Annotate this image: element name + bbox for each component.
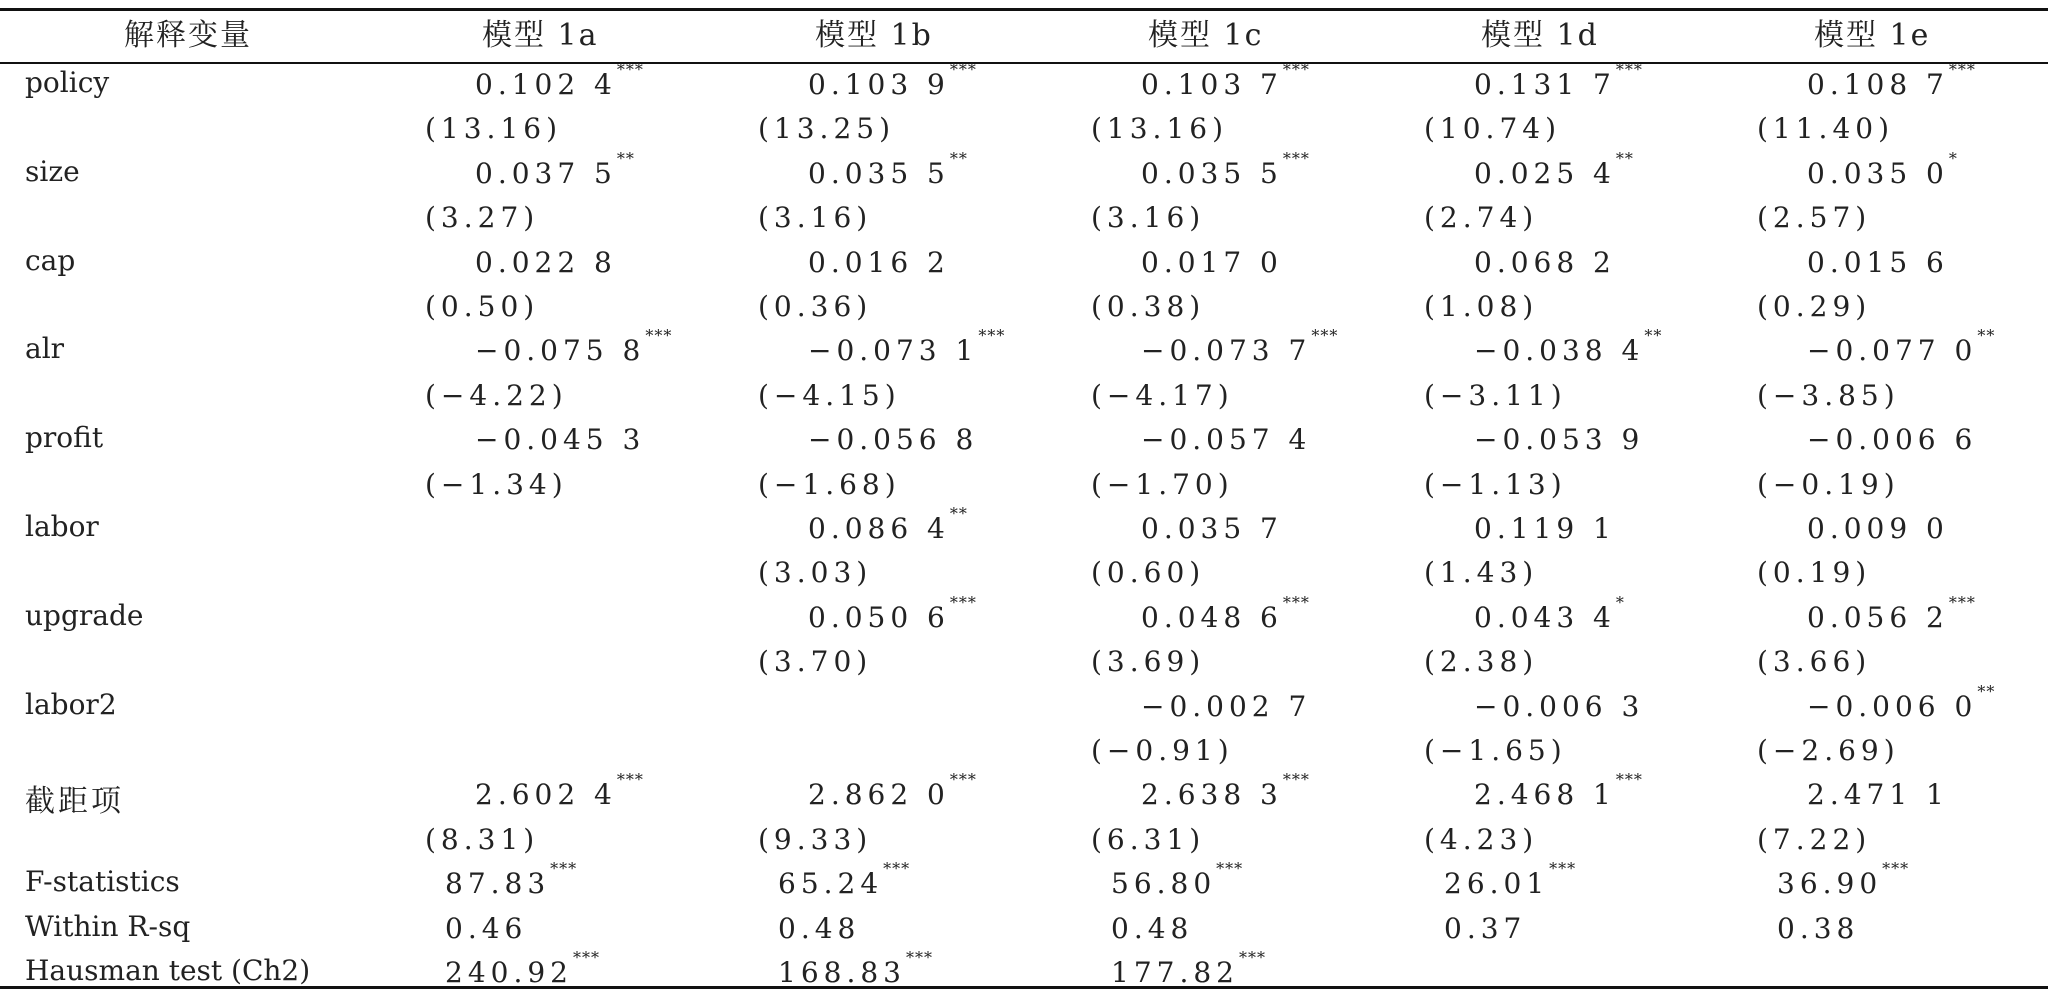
value-text: 2.468 1 [1474,778,1616,812]
coef-cell [808,246,950,279]
coef-cell [1474,592,1625,634]
stat-cell [1444,859,1577,901]
stat-cell [778,912,860,945]
value-text: −0.002 7 [1141,689,1312,723]
t-stat-cell: (3.66) [1757,645,1872,679]
coef-cell [1141,512,1283,545]
value-text: −0.006 6 [1807,423,1978,457]
coef-cell [475,148,635,190]
value-text: 56.80 [1111,867,1217,901]
t-stat-cell: (10.74) [1424,112,1562,146]
coef-cell [1474,148,1634,190]
value-text: 65.24 [778,867,884,901]
row-label-policy: policy [25,66,110,99]
coef-cell [1474,690,1644,723]
significance-stars: ** [949,504,968,523]
value-text: −0.075 8 [475,334,646,368]
row-label-cap: cap [25,243,76,277]
coef-cell [808,770,977,812]
t-stat-cell: (−1.13) [1424,467,1567,501]
value-text: 0.037 5 [475,156,617,190]
coef-cell [1807,148,1958,190]
t-stat-cell: (3.69) [1091,645,1206,679]
t-stat-cell: (−1.68) [758,467,901,501]
coef-cell [1141,60,1310,101]
coef-cell [1141,148,1310,190]
significance-stars: *** [1882,859,1910,879]
t-stat-cell: (13.16) [1091,112,1229,146]
coef-cell [808,423,978,456]
significance-stars: * [1615,592,1625,612]
t-stat-cell: (3.27) [425,201,540,235]
coef-cell [808,592,977,634]
t-stat-cell: (9.33) [758,822,873,856]
stat-cell [1111,912,1193,945]
stat-cell [1777,859,1910,901]
value-text: 2.602 4 [475,778,617,812]
significance-stars: *** [1549,859,1577,879]
coef-cell [1807,681,1996,723]
value-text: 0.016 2 [808,245,950,279]
value-text: 0.035 7 [1141,512,1283,545]
stat-cell [1111,859,1244,901]
value-text: 0.46 [445,911,528,945]
significance-stars: ** [1977,326,1996,346]
row-label-profit: profit [25,421,104,455]
stat-label-hausman-test-ch2: Hausman test (Ch2) [25,954,311,987]
value-text: 0.015 6 [1807,245,1949,279]
significance-stars: *** [949,770,977,790]
significance-stars: ** [1977,681,1996,701]
value-text: 2.638 3 [1141,778,1283,812]
t-stat-cell: (−0.91) [1091,734,1234,767]
significance-stars: *** [949,592,977,612]
t-stat-cell: (11.40) [1757,112,1895,146]
stat-cell [1777,912,1859,945]
header-variable: 解释变量 [124,18,252,53]
t-stat-cell: (−4.17) [1091,378,1234,412]
stat-cell [1111,948,1266,989]
significance-stars: *** [978,326,1006,346]
coef-cell [1807,778,1949,811]
value-text: 0.009 0 [1807,512,1949,545]
value-text: 177.82 [1111,956,1239,989]
value-text: 0.035 0 [1807,156,1949,190]
coef-cell [475,60,644,101]
coef-cell [1141,690,1311,723]
value-text: 0.108 7 [1807,68,1949,101]
stat-cell [445,948,600,989]
value-text: 0.025 4 [1474,156,1616,190]
coef-cell [1807,246,1949,279]
value-text: 0.043 4 [1474,600,1616,634]
t-stat-cell: (−2.69) [1757,734,1900,767]
t-stat-cell: (6.31) [1091,822,1206,856]
coef-cell [1474,60,1643,101]
value-text: 0.035 5 [1141,156,1283,190]
significance-stars: *** [572,948,600,967]
significance-stars: *** [1282,60,1310,79]
value-text: 0.050 6 [808,600,950,634]
coef-cell [1807,512,1949,545]
value-text: 0.131 7 [1474,68,1616,101]
value-text: 0.048 6 [1141,600,1283,634]
row-label-size: size [25,154,80,188]
value-text: 0.37 [1444,911,1527,945]
value-text: 0.48 [1111,911,1194,945]
t-stat-cell: (−3.85) [1757,378,1900,412]
value-text: −0.045 3 [475,423,646,457]
stat-label-within-r-sq: Within R-sq [25,909,191,943]
significance-stars: *** [1282,592,1310,612]
value-text: 240.92 [445,956,573,989]
t-stat-cell: (0.19) [1757,556,1872,590]
significance-stars: *** [1216,859,1244,879]
value-text: −0.077 0 [1807,334,1978,368]
header-model-1b: 模型 1b [815,18,933,53]
stat-cell [445,859,578,901]
coef-cell [808,326,1006,368]
table-top-rule [0,8,2048,11]
value-text: 2.471 1 [1807,778,1949,812]
coef-cell [1141,770,1310,812]
significance-stars: *** [905,948,933,967]
value-text: 0.068 2 [1474,245,1616,279]
significance-stars: *** [616,770,644,790]
t-stat-cell: (−3.11) [1424,378,1567,412]
t-stat-cell: (3.03) [758,556,873,590]
t-stat-cell: (0.60) [1091,556,1206,590]
header-model-1e: 模型 1e [1814,18,1931,53]
t-stat-cell: (7.22) [1757,822,1872,856]
header-model-1d: 模型 1d [1481,18,1599,53]
t-stat-cell: (2.57) [1757,201,1872,235]
significance-stars: ** [1644,326,1663,346]
t-stat-cell: (1.43) [1424,556,1539,590]
t-stat-cell: (−4.22) [425,378,568,412]
value-text: 0.38 [1777,911,1860,945]
coef-cell [1141,592,1310,634]
value-text: −0.053 9 [1474,423,1645,457]
coef-cell [1807,592,1976,634]
t-stat-cell: (−0.19) [1757,467,1900,501]
coef-cell [1141,246,1283,279]
significance-stars: *** [1238,948,1266,967]
coef-cell [1474,512,1616,545]
coef-cell [475,423,645,456]
significance-stars: *** [550,859,578,879]
significance-stars: *** [1615,770,1643,790]
value-text: 26.01 [1444,867,1550,901]
significance-stars: ** [949,148,968,168]
stat-cell [778,859,911,901]
coef-cell [1474,246,1616,279]
coef-cell [808,60,977,101]
stat-cell [445,912,527,945]
t-stat-cell: (13.16) [425,112,563,146]
header-model-1a: 模型 1a [482,18,599,53]
coef-cell [808,504,968,545]
significance-stars: ** [616,148,635,168]
value-text: 0.035 5 [808,156,950,190]
value-text: 0.103 7 [1141,68,1283,101]
significance-stars: *** [1948,592,1976,612]
coef-cell [1474,770,1643,812]
significance-stars: *** [1948,60,1976,79]
value-text: 0.017 0 [1141,245,1283,279]
coef-cell [1141,326,1339,368]
t-stat-cell: (3.16) [1091,201,1206,235]
value-text: −0.006 3 [1474,689,1645,723]
stat-label-f-statistics: F-statistics [25,865,180,899]
t-stat-cell: (3.16) [758,201,873,235]
t-stat-cell: (0.50) [425,290,540,323]
significance-stars: ** [1615,148,1634,168]
coef-cell [1141,423,1311,456]
value-text: 2.862 0 [808,778,950,812]
significance-stars: *** [1615,60,1643,79]
t-stat-cell: (−1.65) [1424,734,1567,767]
t-stat-cell: (8.31) [425,822,540,856]
coef-cell [475,326,673,368]
row-label-labor: labor [25,510,99,543]
coef-cell [1807,60,1976,101]
value-text: 0.119 1 [1474,512,1616,545]
t-stat-cell: (−1.70) [1091,467,1234,501]
value-text: 0.102 4 [475,68,617,101]
t-stat-cell: (3.70) [758,645,873,679]
value-text: −0.056 8 [808,423,979,457]
value-text: −0.006 0 [1807,689,1978,723]
stat-cell [778,948,933,989]
coef-cell [1807,326,1996,368]
t-stat-cell: (2.74) [1424,201,1539,235]
significance-stars: *** [1311,326,1339,346]
value-text: −0.073 1 [808,334,979,368]
significance-stars: *** [1282,770,1310,790]
coef-cell [808,148,968,190]
t-stat-cell: (13.25) [758,112,896,146]
t-stat-cell: (1.08) [1424,290,1539,323]
t-stat-cell: (4.23) [1424,822,1539,856]
coef-cell [475,770,644,812]
coef-cell [1474,326,1663,368]
t-stat-cell: (0.29) [1757,290,1872,323]
t-stat-cell: (0.36) [758,290,873,323]
value-text: −0.038 4 [1474,334,1645,368]
t-stat-cell: (0.38) [1091,290,1206,323]
value-text: 0.086 4 [808,512,950,545]
table-header-rule [0,62,2048,64]
value-text: −0.057 4 [1141,423,1312,457]
value-text: −0.073 7 [1141,334,1312,368]
value-text: 36.90 [1777,867,1883,901]
significance-stars: *** [883,859,911,879]
stat-cell [1444,912,1526,945]
significance-stars: * [1948,148,1958,168]
coef-cell [1807,423,1977,456]
significance-stars: *** [949,60,977,79]
coef-cell [475,246,617,279]
significance-stars: *** [1282,148,1310,168]
coef-cell [1474,423,1644,456]
t-stat-cell: (−1.34) [425,467,568,501]
row-label-upgrade: upgrade [25,598,144,632]
row-label-labor2: labor2 [25,687,117,721]
t-stat-cell: (−4.15) [758,378,901,412]
value-text: 0.022 8 [475,245,617,279]
significance-stars: *** [616,60,644,79]
row-label-alr: alr [25,332,65,366]
value-text: 87.83 [445,867,551,901]
value-text: 168.83 [778,956,906,989]
value-text: 0.48 [778,911,861,945]
header-model-1c: 模型 1c [1148,18,1264,53]
t-stat-cell: (2.38) [1424,645,1539,679]
value-text: 0.103 9 [808,68,950,101]
significance-stars: *** [645,326,673,346]
value-text: 0.056 2 [1807,600,1949,634]
row-label-intercept: 截距项 [25,784,124,820]
